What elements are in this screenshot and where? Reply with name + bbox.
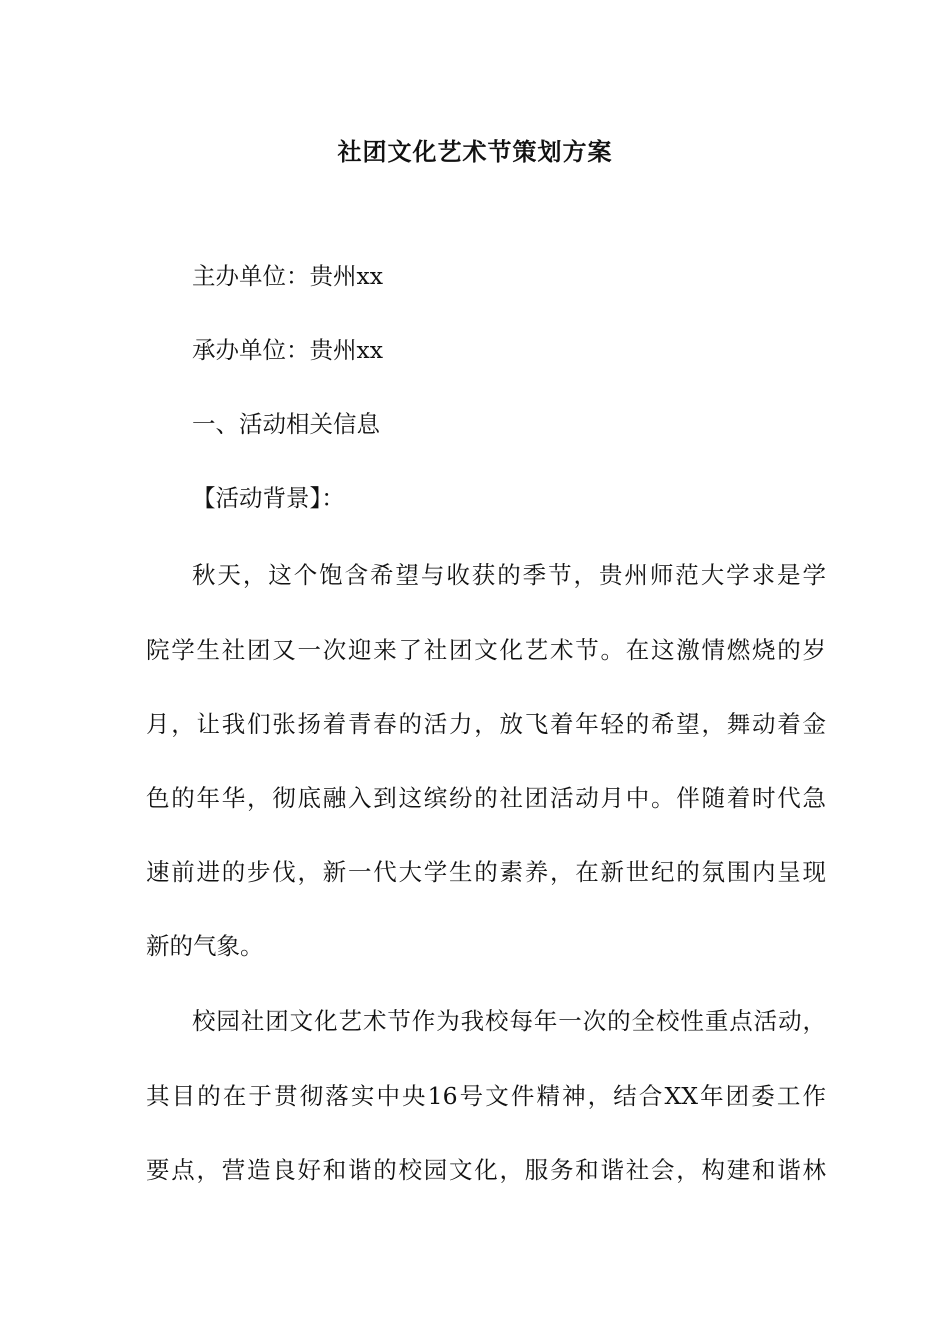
paragraph-2-line-2: 其目的在于贯彻落实中央16号文件精神，结合XX年团委工作: [146, 1082, 826, 1110]
undertaker-line: 承办单位：贵州xx: [192, 336, 384, 364]
section-heading: 一、活动相关信息: [192, 410, 380, 438]
paragraph-1-line-4: 色的年华，彻底融入到这缤纷的社团活动月中。伴随着时代急: [146, 784, 826, 812]
paragraph-2-line-1: 校园社团文化艺术节作为我校每年一次的全校性重点活动，: [192, 1007, 826, 1035]
paragraph-1-line-5: 速前进的步伐，新一代大学生的素养，在新世纪的氛围内呈现: [146, 858, 826, 886]
document-title: 社团文化艺术节策划方案: [337, 137, 613, 166]
paragraph-1-line-2: 院学生社团又一次迎来了社团文化艺术节。在这激情燃烧的岁: [146, 636, 826, 664]
paragraph-1-line-1: 秋天，这个饱含希望与收获的季节，贵州师范大学求是学: [192, 561, 826, 589]
paragraph-1-line-3: 月，让我们张扬着青春的活力，放飞着年轻的希望，舞动着金: [146, 710, 826, 738]
paragraph-1-line-6: 新的气象。: [146, 932, 264, 960]
background-label: 【活动背景】：: [192, 484, 345, 512]
paragraph-2-line-3: 要点，营造良好和谐的校园文化，服务和谐社会，构建和谐林: [146, 1156, 826, 1184]
organizer-line: 主办单位：贵州xx: [192, 262, 384, 290]
